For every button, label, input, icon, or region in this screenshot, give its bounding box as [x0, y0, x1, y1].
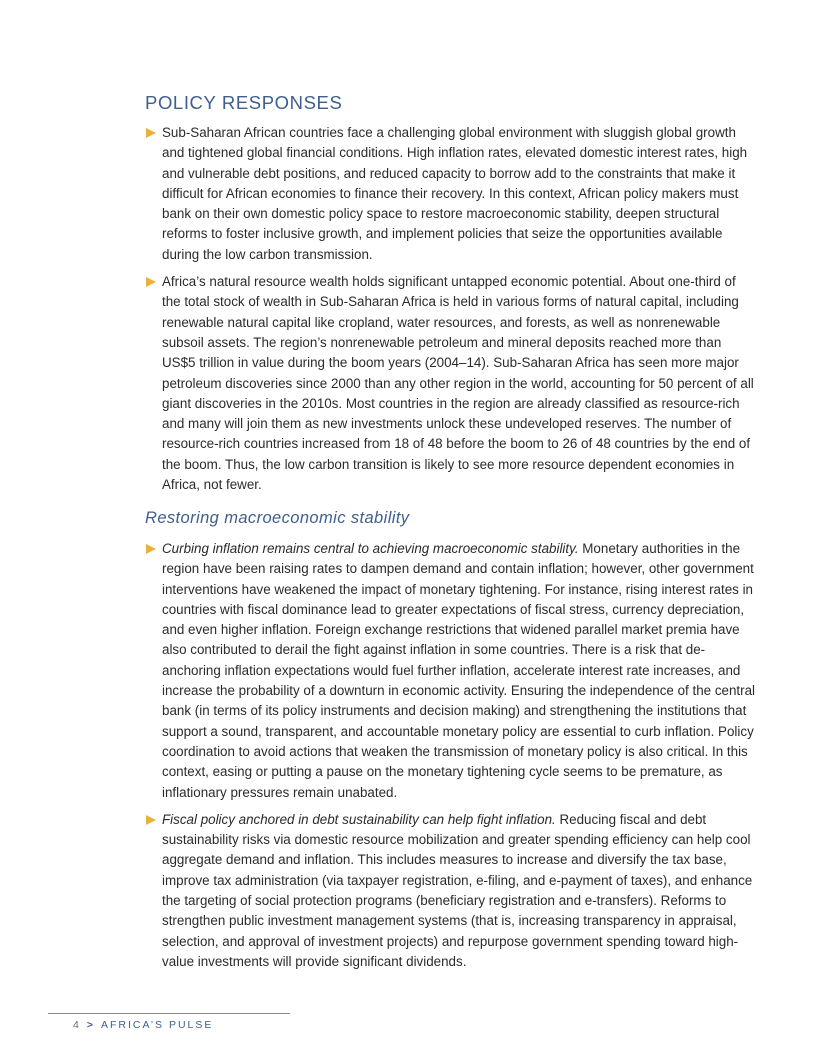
page-footer	[73, 1019, 213, 1031]
triangle-right-icon	[146, 128, 156, 138]
bullet-lead-text: Fiscal policy anchored in debt sustainability can help fight inflation.	[162, 811, 556, 827]
bullet-lead-text: Curbing inflation remains central to achieving macroeconomic stability.	[162, 541, 579, 556]
page-number: 4	[73, 1019, 79, 1031]
bullet-text: Sub-Saharan African countries face a challenging global environment with sluggish global growth and tightened global financial conditions. High inflation rates, elevated domestic interest rates, high and vulnerable debt positions, and reduced capacity to borrow add to the constraints that make it difficult for African economies to finance their recovery. In this context, African policy makers must bank on their own domestic policy space to restore macroeconomic stability, deepen structural reforms to foster inclusive growth, and implement policies that seize the opportunities available during the low carbon transmission.	[162, 125, 748, 262]
bullet-text: Africa’s natural resource wealth holds significant untapped economic potential. About one-third of the total stock of wealth in Sub-Saharan Africa is held in various forms of natural capital, including renewable natural capital like cropland, water resources, and forests, as well as nonrenewable subsoil assets. The region’s nonrenewable petroleum and mineral deposits reached more than US$5 trillion in value during the boom years (2004–14). Sub-Saharan Africa has seen more major petroleum discoveries since 2000 than any other region in the world, accounting for 50 percent of all giant discoveries in the 2010s. Most countries in the region are already classified as resource-rich and many will join them as new investments unlock these undeveloped reserves. The number of resource-rich countries increased from 18 of 48 before the boom to 26 of 48 countries by the end of the boom. Thus, the low carbon transition is likely to see more resource dependent economies in Africa, not fewer.	[162, 274, 754, 493]
macro-stability-list	[145, 539, 757, 979]
list-item	[145, 539, 757, 803]
list-item	[145, 123, 757, 265]
triangle-right-icon	[146, 277, 156, 287]
bullet-text: Reducing fiscal and debt sustainability risks via domestic resource mobilization and greater spending efficiency can help cool aggregate demand and inflation. This includes measures to increase and diversify the tax base, improve tax administration (via taxpayer registration, e-filing, and e-payment of taxes), and enhance the targeting of social protection programs (beneficiary registration and e-transfers). Reforms to strengthen public investment management systems (that is, increasing transparency in appraisal, selection, and approval of investment projects) and repurpose government spending toward high-value investments will provide significant dividends.	[162, 811, 753, 969]
publication-title: AFRICA’S PULSE	[100, 1019, 214, 1031]
bullet-text: Monetary authorities in the region have been raising rates to dampen demand and contain inflation; however, other government interventions have weakened the impact of monetary tightening. For instance, rising interest rates in countries with fiscal dominance lead to greater expectations of fiscal stress, currency depreciation, and even higher inflation. Foreign exchange restrictions that widened parallel market premia have also contributed to derail the fight against inflation in some countries. There is a risk that de-anchoring inflation expectations would fuel further inflation, accelerate interest rate increases, and increase the probability of a downturn in economic activity. Ensuring the independence of the central bank (in terms of its policy instruments and decision making) and strengthening the institutions that support a sound, transparent, and accountable monetary policy are essential to curb inflation. Policy coordination to avoid actions that weaken the transmission of monetary policy is also critical. In this context, easing or putting a pause on the monetary tightening cycle seems to be premature, as inflationary pressures remain unabated.	[162, 541, 756, 800]
triangle-right-icon	[146, 544, 156, 554]
triangle-right-icon	[146, 815, 156, 825]
section-heading: POLICY RESPONSES	[145, 92, 343, 113]
list-item	[145, 810, 757, 972]
policy-responses-list	[145, 123, 757, 502]
footer-divider	[48, 1013, 290, 1014]
footer-separator: >	[86, 1019, 93, 1031]
list-item	[145, 272, 757, 495]
subsection-heading: Restoring macroeconomic stability	[145, 509, 410, 527]
